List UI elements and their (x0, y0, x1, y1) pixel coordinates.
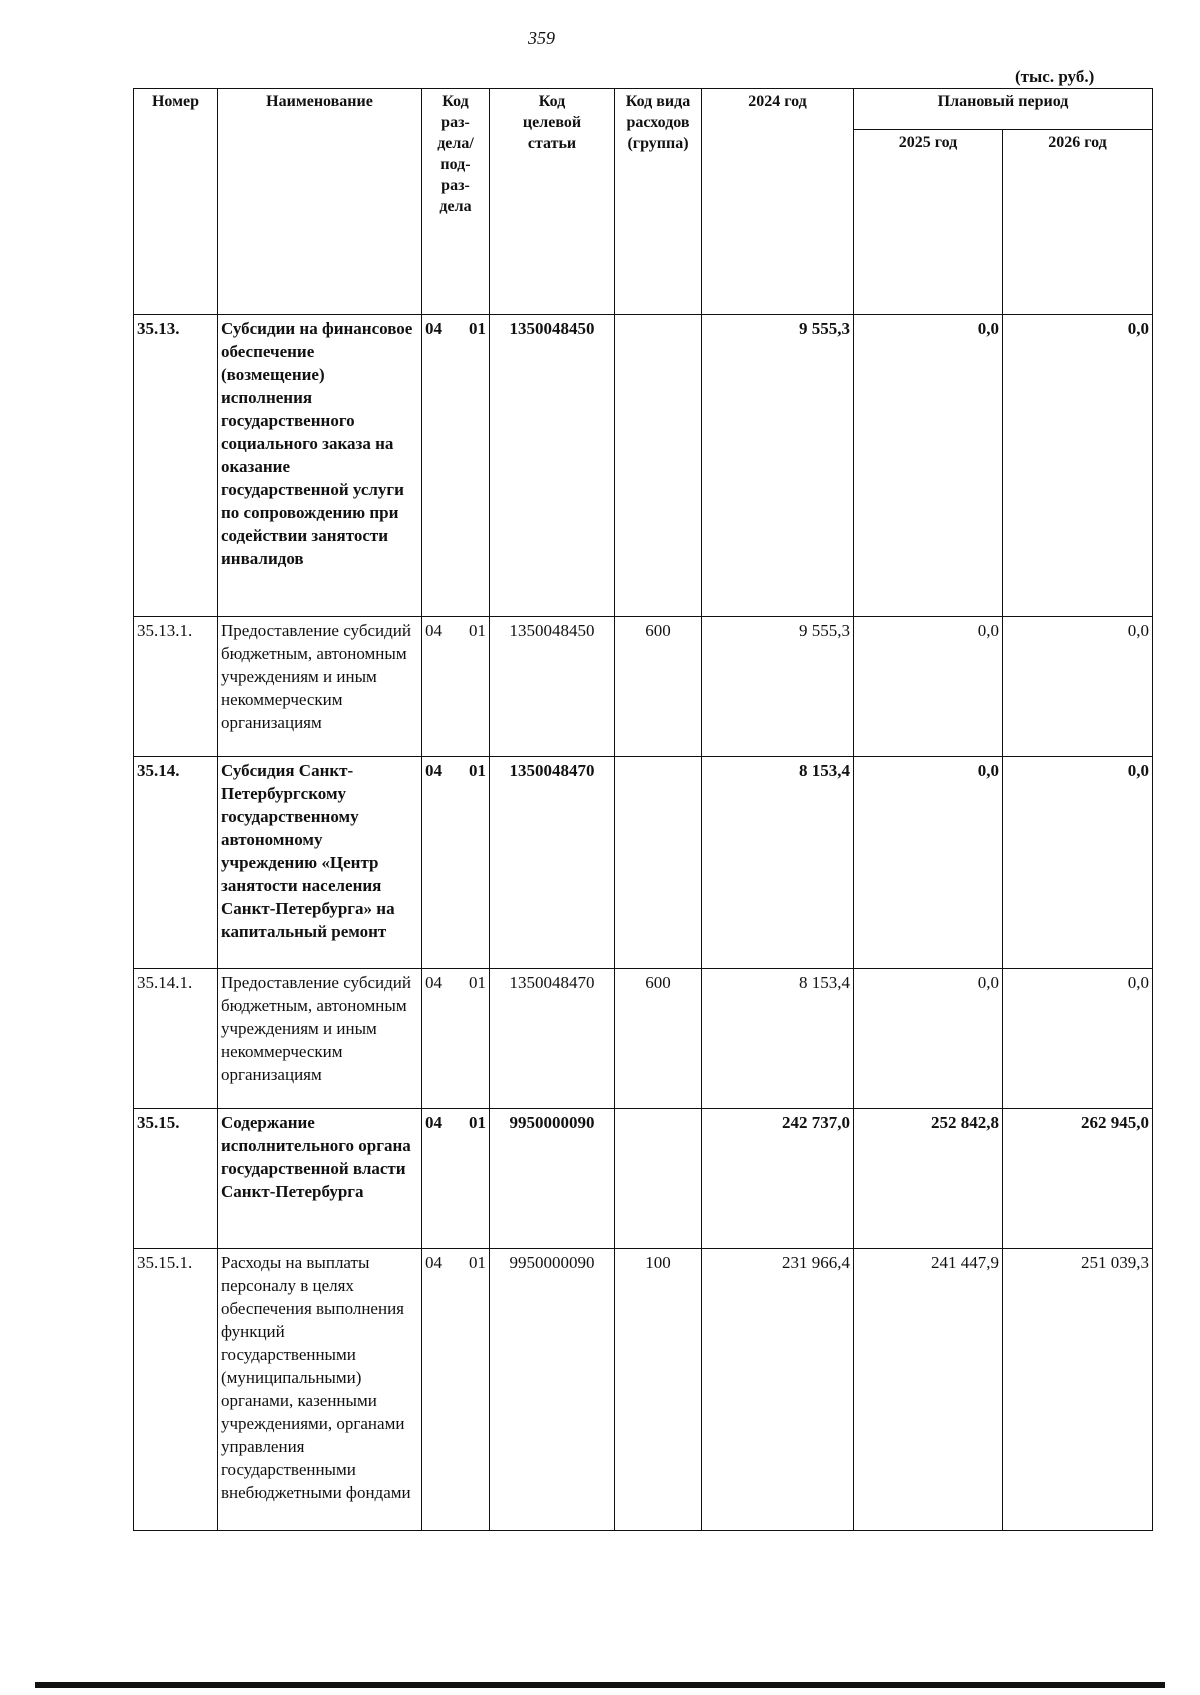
table-row (134, 1109, 1153, 1249)
subsection-code: 01 (469, 1253, 486, 1272)
table-row (134, 757, 1153, 969)
subsection-code: 01 (469, 973, 486, 992)
row-amount-2026: 0,0 (1003, 617, 1153, 757)
row-target-code: 1350048450 (490, 617, 615, 757)
row-amount-2026: 251 039,3 (1003, 1249, 1153, 1531)
units-label: (тыс. руб.) (1015, 67, 1095, 86)
row-expense-type (615, 315, 702, 617)
table-row (134, 1249, 1153, 1531)
row-amount-2026: 0,0 (1003, 757, 1153, 969)
row-number: 35.13. (134, 315, 218, 617)
row-amount-2026: 0,0 (1003, 969, 1153, 1109)
table-row (134, 969, 1153, 1109)
row-amount-2024: 231 966,4 (702, 1249, 854, 1531)
row-amount-2024: 9 555,3 (702, 315, 854, 617)
row-name: Предоставление субсидий бюджетным, автономным учреждениям и иным некоммерческим организациям (218, 617, 422, 757)
row-number: 35.14. (134, 757, 218, 969)
row-number: 35.15.1. (134, 1249, 218, 1531)
section-code: 04 (425, 973, 442, 992)
subsection-code: 01 (469, 1113, 486, 1132)
subsection-code: 01 (469, 761, 486, 780)
row-target-code: 1350048470 (490, 757, 615, 969)
row-name: Содержание исполнительного органа государственной власти Санкт-Петербурга (218, 1109, 422, 1249)
bottom-rule (35, 1682, 1165, 1688)
header-2024: 2024 год (702, 89, 854, 315)
row-section-code (422, 1249, 490, 1531)
row-target-code: 9950000090 (490, 1249, 615, 1531)
header-row-1 (134, 89, 1153, 130)
row-expense-type: 600 (615, 969, 702, 1109)
row-expense-type (615, 1109, 702, 1249)
row-amount-2024: 8 153,4 (702, 969, 854, 1109)
row-name: Субсидия Санкт-Петербургскому государственному автономному учреждению «Центр занятости населения Санкт-Петербурга» на капитальный ремонт (218, 757, 422, 969)
table-row (134, 315, 1153, 617)
section-code: 04 (425, 621, 442, 640)
row-amount-2025: 252 842,8 (854, 1109, 1003, 1249)
row-target-code: 1350048470 (490, 969, 615, 1109)
row-amount-2024: 8 153,4 (702, 757, 854, 969)
page-number: 359 (528, 28, 555, 48)
row-target-code: 9950000090 (490, 1109, 615, 1249)
row-section-code (422, 1109, 490, 1249)
section-code: 04 (425, 1113, 442, 1132)
row-name: Предоставление субсидий бюджетным, автономным учреждениям и иным некоммерческим организациям (218, 969, 422, 1109)
header-2025: 2025 год (854, 130, 1003, 315)
row-amount-2025: 241 447,9 (854, 1249, 1003, 1531)
row-number: 35.15. (134, 1109, 218, 1249)
row-amount-2026: 262 945,0 (1003, 1109, 1153, 1249)
budget-table (133, 88, 1153, 1531)
row-section-code (422, 757, 490, 969)
section-code: 04 (425, 319, 442, 338)
row-section-code (422, 969, 490, 1109)
row-name: Расходы на выплаты персоналу в целях обеспечения выполнения функций государственными (муниципальными) органами, казенными учреждениями, органами управления государственными внебюджетными фондами (218, 1249, 422, 1531)
header-section: Код раз- дела/ под- раз- дела (422, 89, 490, 315)
section-code: 04 (425, 761, 442, 780)
header-planned-period: Плановый период (854, 89, 1153, 130)
row-expense-type (615, 757, 702, 969)
row-amount-2025: 0,0 (854, 757, 1003, 969)
header-target: Код целевой статьи (490, 89, 615, 315)
header-name: Наименование (218, 89, 422, 315)
row-number: 35.13.1. (134, 617, 218, 757)
header-expense-type: Код вида расходов (группа) (615, 89, 702, 315)
row-amount-2025: 0,0 (854, 969, 1003, 1109)
table-row (134, 617, 1153, 757)
row-section-code (422, 315, 490, 617)
row-amount-2024: 9 555,3 (702, 617, 854, 757)
row-amount-2026: 0,0 (1003, 315, 1153, 617)
subsection-code: 01 (469, 621, 486, 640)
section-code: 04 (425, 1253, 442, 1272)
header-2026: 2026 год (1003, 130, 1153, 315)
header-number: Номер (134, 89, 218, 315)
row-expense-type: 100 (615, 1249, 702, 1531)
row-amount-2024: 242 737,0 (702, 1109, 854, 1249)
row-target-code: 1350048450 (490, 315, 615, 617)
row-number: 35.14.1. (134, 969, 218, 1109)
row-section-code (422, 617, 490, 757)
row-expense-type: 600 (615, 617, 702, 757)
subsection-code: 01 (469, 319, 486, 338)
row-amount-2025: 0,0 (854, 315, 1003, 617)
row-name: Субсидии на финансовое обеспечение (возмещение) исполнения государственного социального заказа на оказание государственной услуги по сопровождению при содействии занятости инвалидов (218, 315, 422, 617)
row-amount-2025: 0,0 (854, 617, 1003, 757)
